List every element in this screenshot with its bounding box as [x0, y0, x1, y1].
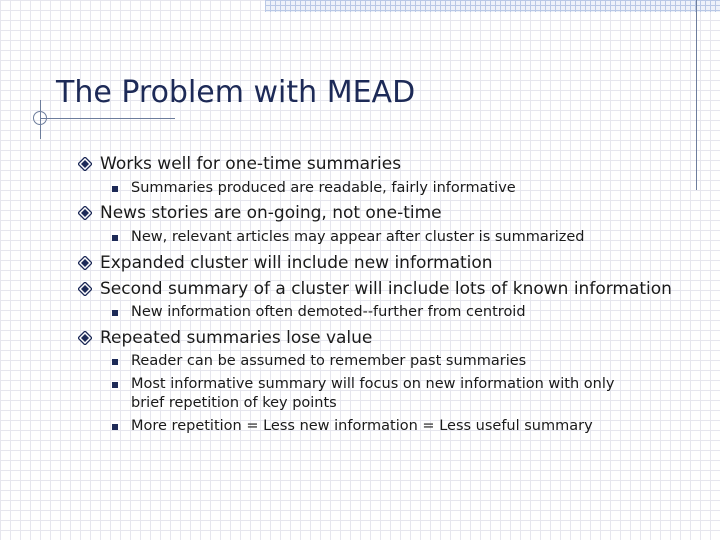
bullet-item: News stories are on-going, not one-time	[100, 203, 442, 223]
title-area	[56, 74, 415, 112]
bullet-item: Works well for one-time summaries	[100, 154, 402, 174]
decorative-grid-band	[265, 0, 720, 12]
square-bullet-icon	[112, 359, 118, 365]
sub-bullet-item: More repetition = Less new information = Less useful summary	[131, 418, 593, 434]
diamond-bullet-icon	[78, 206, 92, 220]
square-bullet-icon	[112, 235, 118, 241]
sub-bullet-item: Summaries produced are readable, fairly informative	[131, 180, 516, 196]
diamond-bullet-icon	[78, 331, 92, 345]
diamond-bullet-icon	[78, 256, 92, 270]
sub-bullet-item: New, relevant articles may appear after cluster is summarized	[131, 229, 585, 245]
sub-bullet-item: Reader can be assumed to remember past summaries	[131, 353, 527, 369]
diamond-bullet-icon	[78, 157, 92, 171]
crosshair-circle-icon	[33, 111, 47, 125]
bullet-item: Repeated summaries lose value	[100, 328, 373, 348]
bullet-item: Expanded cluster will include new information	[100, 253, 493, 273]
square-bullet-icon	[112, 310, 118, 316]
square-bullet-icon	[112, 186, 118, 192]
sub-bullet-item: New information often demoted--further from centroid	[131, 304, 526, 320]
sub-bullet-item: Most informative summary will focus on new information with only brief repetition of key points	[131, 376, 615, 411]
slide-title: The Problem with MEAD	[56, 75, 416, 110]
square-bullet-icon	[112, 382, 118, 388]
decorative-vertical-line	[696, 0, 697, 190]
diamond-bullet-icon	[78, 282, 92, 296]
bullet-item: Second summary of a cluster will include lots of known information	[100, 279, 672, 299]
square-bullet-icon	[112, 424, 118, 430]
title-underline	[40, 118, 175, 119]
